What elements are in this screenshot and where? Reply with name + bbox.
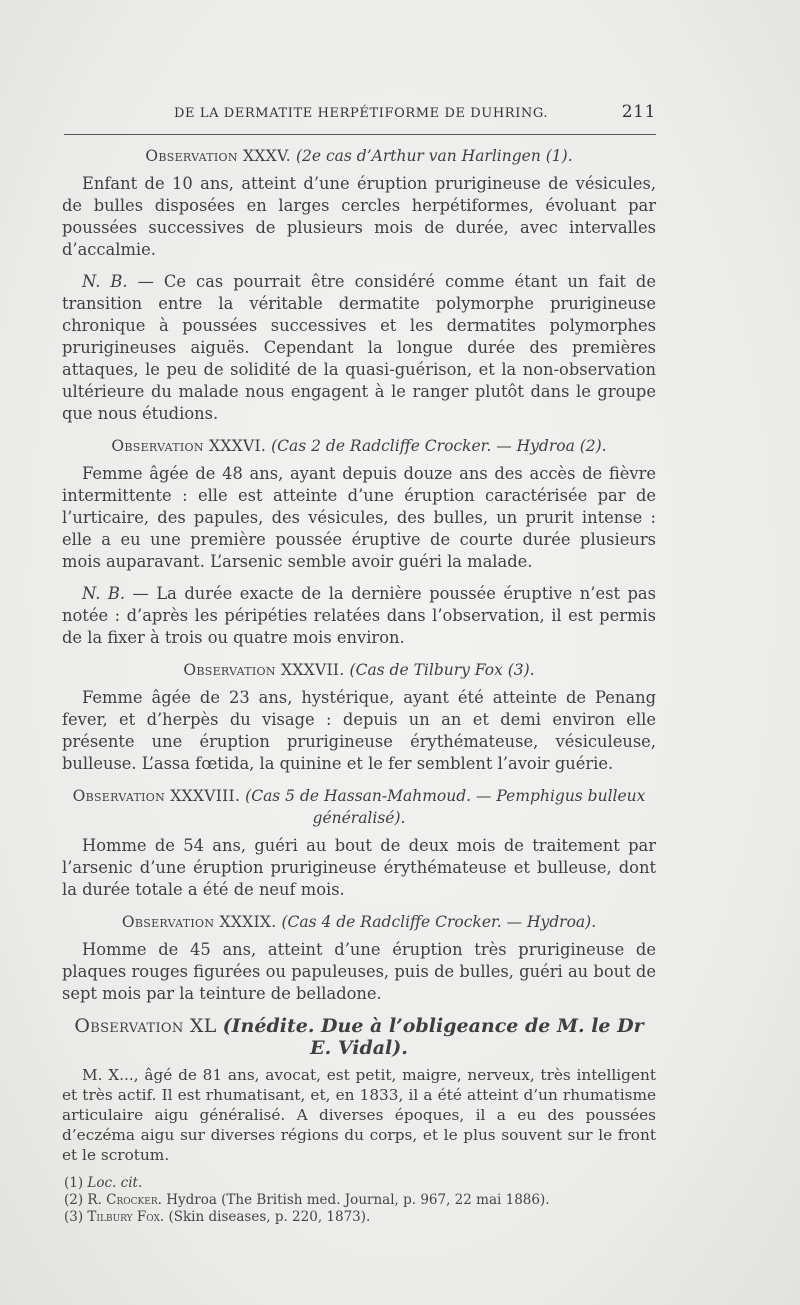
header-rule [64, 134, 656, 135]
observation-36-heading [62, 435, 656, 457]
observation-39-text: Homme de 45 ans, atteint d’une éruption très prurigineuse de plaques rouges figurées ou papuleuses, puis de bulles, guéri au bout de sept mois par la teinture de belladone. [62, 940, 656, 1003]
observation-source: (Cas 5 de Hassan-Mahmoud. — Pemphigus bulleux généralisé). [245, 787, 646, 827]
observation-label: Observation XXXVII. [183, 661, 345, 679]
footnote [62, 1175, 656, 1192]
footnote-author: R. Crocker. [87, 1192, 162, 1208]
footnote-number: (1) [64, 1175, 84, 1191]
observation-35-text: Enfant de 10 ans, atteint d’une éruption prurigineuse de vésicules, de bulles disposées en larges cercles herpétiformes, évoluant par poussées successives de plusieurs mois de durée, avec intervalles d’accalmie. [62, 174, 656, 259]
footnote [62, 1192, 656, 1209]
observation-36-text: Femme âgée de 48 ans, ayant depuis douze ans des accès de fièvre intermittente : elle est atteinte d’une éruption caractérisée par de l’urticaire, des papules, des vésicules, des bulles, un prurit intense : elle a eu une première poussée éruptive de courte durée plusieurs mois auparavant. L’arsenic semble avoir guéri la malade. [62, 464, 656, 571]
observation-40-text: M. X..., âgé de 81 ans, avocat, est petit, maigre, nerveux, très intelligent et très actif. Il est rhumatisant, et, en 1833, il a été atteint d’un rhumatisme articulaire aigu généralisé. A diverses époques, il a eu des poussées d’eczéma aigu sur diverses régions du corps, et le plus souvent sur le front et le scrotum. [62, 1066, 656, 1164]
observation-39-heading [62, 911, 656, 933]
footnote-number: (3) [64, 1209, 84, 1225]
footnote-text: (Skin diseases, p. 220, 1873). [168, 1209, 371, 1225]
footnote [62, 1209, 656, 1226]
observation-38-text: Homme de 54 ans, guéri au bout de deux mois de traitement par l’arsenic d’une éruption prurigineuse érythémateuse et bulleuse, dont la durée totale a été de neuf mois. [62, 836, 656, 899]
observation-37-heading [62, 659, 656, 681]
nb-label: N. B. [82, 584, 126, 603]
observation-35-note [62, 271, 656, 425]
observation-label: Observation XL [74, 1015, 217, 1037]
observation-label: Observation XXXIX. [121, 913, 277, 931]
page-number: 211 [621, 102, 656, 122]
observation-37-text: Femme âgée de 23 ans, hystérique, ayant été atteinte de Penang fever, et d’herpès du visage : depuis un an et demi environ elle présente une éruption prurigineuse érythémateuse, vésiculeuse, bulleuse. L’assa fœtida, la quinine et le fer semblent l’avoir guérie. [62, 688, 656, 773]
observation-source: (Cas 4 de Radcliffe Crocker. — Hydroa). [281, 913, 597, 931]
page-body [62, 145, 656, 1226]
footnote-number: (2) [64, 1192, 84, 1208]
nb-text: — La durée exacte de la dernière poussée éruptive n’est pas notée : d’après les péripéties relatées dans l’observation, il est permis de la fixer à trois ou quatre mois environ. [62, 584, 656, 647]
observation-38-heading [62, 785, 656, 829]
observation-40-heading [62, 1015, 656, 1059]
footnotes [62, 1175, 656, 1226]
footnote-text: Hydroa (The British med. Journal, p. 967, 22 mai 1886). [166, 1192, 550, 1208]
observation-label: Observation XXXVIII. [72, 787, 241, 805]
observation-36-note [62, 583, 656, 649]
observation-source: (2e cas d’Arthur van Harlingen (1). [295, 147, 573, 165]
observation-source: (Cas de Tilbury Fox (3). [349, 661, 535, 679]
observation-source: (Inédite. Due à l’obligeance de M. le Dr E. Vidal). [222, 1015, 644, 1059]
observation-label: Observation XXXV. [145, 147, 292, 165]
observation-source: (Cas 2 de Radcliffe Crocker. — Hydroa (2). [271, 437, 607, 455]
footnote-author: Tilbury Fox. [87, 1209, 165, 1225]
observation-35-heading [62, 145, 656, 167]
nb-text: — Ce cas pourrait être considéré comme étant un fait de transition entre la véritable dermatite polymorphe prurigineuse chronique à poussées successives et les dermatites polymorphes prurigineuses aiguës. Cependant la longue durée des premières attaques, le peu de solidité de la quasi-guérison, et la non-observation ultérieure du malade nous engagent à le ranger plutôt dans le groupe que nous étudions. [62, 272, 656, 423]
running-title: DE LA DERMATITE HERPÉTIFORME DE DUHRING. [174, 106, 549, 121]
nb-label: N. B. [82, 272, 128, 291]
observation-label: Observation XXXVI. [111, 437, 267, 455]
footnote-text: Loc. cit. [87, 1175, 143, 1191]
